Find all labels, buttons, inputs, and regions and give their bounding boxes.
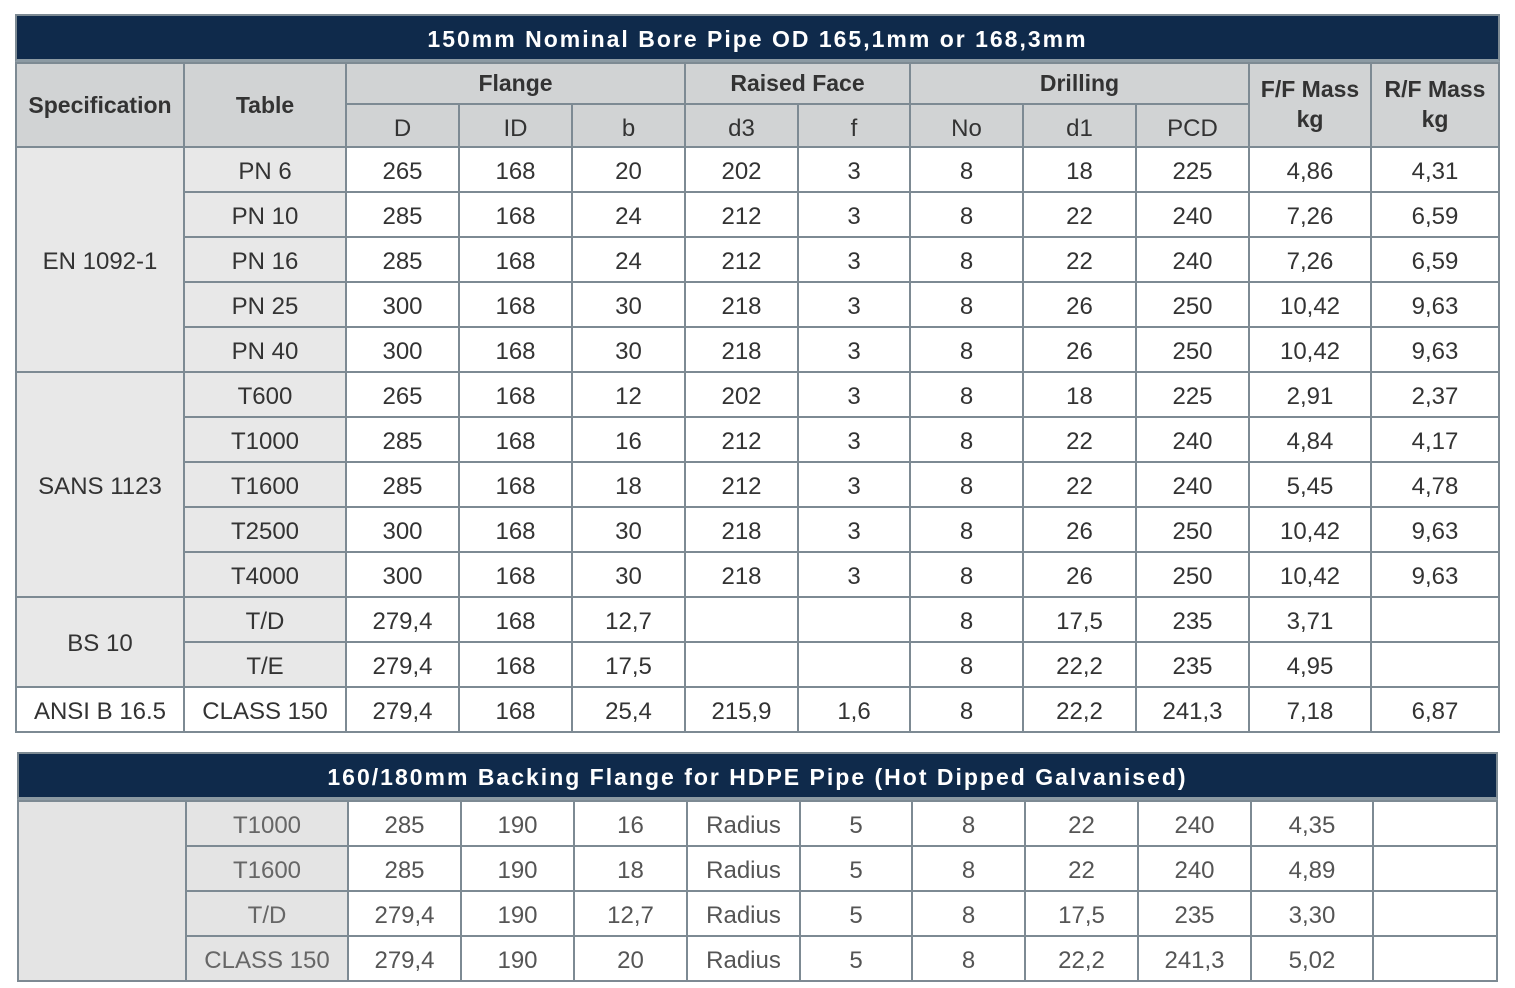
table-cell: 8	[912, 801, 1025, 846]
table-cell: 20	[574, 936, 687, 981]
table-class-cell: CLASS 150	[186, 936, 348, 981]
table-cell: 4,89	[1251, 846, 1373, 891]
table-cell: 2,37	[1371, 372, 1499, 417]
table-cell: 250	[1136, 552, 1249, 597]
table-cell: 26	[1023, 282, 1136, 327]
table-cell: 17,5	[572, 642, 685, 687]
table-cell: 202	[685, 372, 798, 417]
table-cell: 285	[348, 801, 461, 846]
table-cell: 285	[346, 237, 459, 282]
table-cell: 30	[572, 327, 685, 372]
table-row	[18, 846, 1497, 891]
header-flange: Flange	[346, 63, 685, 104]
table-cell: 8	[910, 642, 1023, 687]
table-row	[16, 147, 1499, 192]
table-cell: 285	[346, 417, 459, 462]
table-cell: 8	[912, 891, 1025, 936]
table-cell: 168	[459, 597, 572, 642]
table-cell: 8	[910, 192, 1023, 237]
header-D: D	[346, 104, 459, 147]
flange-table-150mm	[15, 14, 1500, 733]
table-cell: 279,4	[346, 642, 459, 687]
table-cell: 22	[1025, 846, 1138, 891]
table-cell: 17,5	[1025, 891, 1138, 936]
table-cell: 235	[1136, 597, 1249, 642]
table-cell: 218	[685, 282, 798, 327]
table-cell: 279,4	[348, 891, 461, 936]
table-cell: 17,5	[1023, 597, 1136, 642]
table-class-cell: T/D	[184, 597, 346, 642]
header-d3: d3	[685, 104, 798, 147]
table-cell: 4,78	[1371, 462, 1499, 507]
table-cell: 18	[572, 462, 685, 507]
table-cell: 168	[459, 147, 572, 192]
table-cell: 12,7	[574, 891, 687, 936]
table-cell: 240	[1136, 192, 1249, 237]
table-class-cell: T/D	[186, 891, 348, 936]
table-cell: 16	[574, 801, 687, 846]
table-cell: 168	[459, 552, 572, 597]
table-cell: 3	[798, 192, 910, 237]
table-cell: 168	[459, 372, 572, 417]
table-cell: 241,3	[1136, 687, 1249, 732]
table-cell: 8	[910, 147, 1023, 192]
table-cell: 26	[1023, 552, 1136, 597]
spec-cell: EN 1092-1	[16, 147, 184, 372]
table-cell: 4,35	[1251, 801, 1373, 846]
table-cell: 4,86	[1249, 147, 1371, 192]
table-cell: 6,59	[1371, 237, 1499, 282]
table-class-cell: T1600	[186, 846, 348, 891]
table-class-cell: T1000	[186, 801, 348, 846]
table-class-cell: PN 6	[184, 147, 346, 192]
table-cell: 2,91	[1249, 372, 1371, 417]
table-cell: 25,4	[572, 687, 685, 732]
table-cell: Radius	[687, 846, 800, 891]
table-cell: 300	[346, 282, 459, 327]
table-class-cell: PN 25	[184, 282, 346, 327]
table-cell: 12	[572, 372, 685, 417]
table-cell: 235	[1138, 891, 1251, 936]
table-row	[16, 552, 1499, 597]
table-cell: 212	[685, 192, 798, 237]
table-cell: 20	[572, 147, 685, 192]
table-class-cell: CLASS 150	[184, 687, 346, 732]
table-cell: 190	[461, 936, 574, 981]
header-No: No	[910, 104, 1023, 147]
table-row	[18, 801, 1497, 846]
table-cell: 215,9	[685, 687, 798, 732]
table-cell: 18	[574, 846, 687, 891]
table-cell	[1371, 597, 1499, 642]
table-cell: 285	[346, 462, 459, 507]
table-cell: Radius	[687, 936, 800, 981]
table-cell: 22	[1023, 417, 1136, 462]
table-cell: 9,63	[1371, 552, 1499, 597]
table-cell: 8	[910, 372, 1023, 417]
table-cell: 168	[459, 417, 572, 462]
table-cell: 225	[1136, 147, 1249, 192]
table-cell: 22	[1023, 237, 1136, 282]
table-cell: 3	[798, 237, 910, 282]
table-cell: 241,3	[1138, 936, 1251, 981]
table-caption: 150mm Nominal Bore Pipe OD 165,1mm or 168,3mm	[15, 14, 1500, 62]
table-cell	[685, 642, 798, 687]
header-d1: d1	[1023, 104, 1136, 147]
table-cell: 18	[1023, 372, 1136, 417]
table-class-cell: T600	[184, 372, 346, 417]
table-cell: 212	[685, 417, 798, 462]
backing-flange-table	[17, 752, 1498, 982]
table-body-hdpe	[18, 801, 1497, 981]
table-cell	[798, 597, 910, 642]
table-cell	[798, 642, 910, 687]
table-class-cell: PN 40	[184, 327, 346, 372]
table-cell: 218	[685, 507, 798, 552]
table-cell: 190	[461, 846, 574, 891]
table-cell: 8	[910, 552, 1023, 597]
table-cell: 279,4	[346, 687, 459, 732]
table-row	[16, 237, 1499, 282]
table-cell: 10,42	[1249, 327, 1371, 372]
header-ff-mass: F/F Mass kg	[1249, 63, 1371, 147]
table-cell: 8	[910, 597, 1023, 642]
table-cell: 279,4	[346, 597, 459, 642]
table-cell: 285	[346, 192, 459, 237]
table-row	[16, 327, 1499, 372]
table-cell: 250	[1136, 282, 1249, 327]
table-cell: 168	[459, 462, 572, 507]
table-cell: 168	[459, 507, 572, 552]
table-cell: 26	[1023, 507, 1136, 552]
table-cell: 12,7	[572, 597, 685, 642]
table-row	[16, 687, 1499, 732]
table-cell: 300	[346, 552, 459, 597]
table-cell: 218	[685, 552, 798, 597]
table-cell: 168	[459, 237, 572, 282]
table-cell: 9,63	[1371, 282, 1499, 327]
table-row	[16, 192, 1499, 237]
table-cell: 250	[1136, 327, 1249, 372]
table-cell	[1371, 642, 1499, 687]
table-cell: 26	[1023, 327, 1136, 372]
table-cell: 3	[798, 417, 910, 462]
table-cell: 10,42	[1249, 507, 1371, 552]
table-cell: 265	[346, 147, 459, 192]
table-row	[16, 507, 1499, 552]
table-cell: 218	[685, 327, 798, 372]
table-cell: 24	[572, 192, 685, 237]
table-cell: 3	[798, 462, 910, 507]
table-cell: Radius	[687, 891, 800, 936]
table-cell: 3,30	[1251, 891, 1373, 936]
table-cell: 240	[1136, 462, 1249, 507]
table-cell: 212	[685, 462, 798, 507]
table-cell: 235	[1136, 642, 1249, 687]
table-cell: 3	[798, 552, 910, 597]
table-cell: 279,4	[348, 936, 461, 981]
table-cell: 3	[798, 327, 910, 372]
header-rf-mass: R/F Mass kg	[1371, 63, 1499, 147]
table-cell: 212	[685, 237, 798, 282]
table-cell: 3	[798, 507, 910, 552]
table-cell: 240	[1138, 801, 1251, 846]
table-cell: 4,17	[1371, 417, 1499, 462]
header-b: b	[572, 104, 685, 147]
table-cell: 265	[346, 372, 459, 417]
table-cell: 6,59	[1371, 192, 1499, 237]
table-cell	[1373, 891, 1497, 936]
table-cell: 3	[798, 147, 910, 192]
table-cell: 24	[572, 237, 685, 282]
table-cell: 168	[459, 687, 572, 732]
table-cell: 8	[910, 462, 1023, 507]
table-row	[16, 462, 1499, 507]
table-cell: 5	[800, 936, 912, 981]
table-cell: 240	[1138, 846, 1251, 891]
table-cell: 10,42	[1249, 552, 1371, 597]
table-cell: 5	[800, 846, 912, 891]
header-ID: ID	[459, 104, 572, 147]
table-cell: 4,31	[1371, 147, 1499, 192]
table-cell	[1373, 801, 1497, 846]
header-PCD: PCD	[1136, 104, 1249, 147]
table-cell: 8	[910, 507, 1023, 552]
table-cell: 8	[910, 327, 1023, 372]
table-row	[16, 597, 1499, 642]
table-cell: 30	[572, 507, 685, 552]
table-row	[18, 936, 1497, 981]
spec-cell	[18, 801, 186, 981]
table-cell: 8	[910, 237, 1023, 282]
table-cell: 4,95	[1249, 642, 1371, 687]
table-row	[16, 642, 1499, 687]
table-cell: 8	[910, 417, 1023, 462]
table-cell: 8	[910, 282, 1023, 327]
table-cell: 22,2	[1025, 936, 1138, 981]
table-cell: 3	[798, 282, 910, 327]
header-f: f	[798, 104, 910, 147]
table-row	[16, 417, 1499, 462]
table-cell: 225	[1136, 372, 1249, 417]
table-cell: 7,18	[1249, 687, 1371, 732]
table-cell: 10,42	[1249, 282, 1371, 327]
table-cell: 8	[912, 936, 1025, 981]
table-row	[16, 282, 1499, 327]
table-cell: 5,45	[1249, 462, 1371, 507]
spec-cell: BS 10	[16, 597, 184, 687]
table-class-cell: T2500	[184, 507, 346, 552]
table-cell: 22	[1023, 192, 1136, 237]
table-cell: 22	[1025, 801, 1138, 846]
table-cell: Radius	[687, 801, 800, 846]
table-cell: 4,84	[1249, 417, 1371, 462]
table-cell: 240	[1136, 237, 1249, 282]
table-class-cell: T1000	[184, 417, 346, 462]
backing-flange-spec-table	[17, 800, 1498, 982]
table-cell	[1373, 846, 1497, 891]
header-specification: Specification	[16, 63, 184, 147]
table-cell: 202	[685, 147, 798, 192]
table-cell	[685, 597, 798, 642]
table-class-cell: T/E	[184, 642, 346, 687]
table-body	[16, 147, 1499, 732]
table-cell: 190	[461, 891, 574, 936]
table-cell: 6,87	[1371, 687, 1499, 732]
table-cell: 22,2	[1023, 642, 1136, 687]
table-cell: 7,26	[1249, 192, 1371, 237]
table-cell: 285	[348, 846, 461, 891]
table-cell: 5	[800, 801, 912, 846]
table-cell: 22	[1023, 462, 1136, 507]
table-cell: 190	[461, 801, 574, 846]
flange-spec-table	[15, 62, 1500, 733]
table-class-cell: PN 10	[184, 192, 346, 237]
table-cell: 5,02	[1251, 936, 1373, 981]
table-cell: 3,71	[1249, 597, 1371, 642]
spec-cell: SANS 1123	[16, 372, 184, 597]
table-cell	[1373, 936, 1497, 981]
header-table: Table	[184, 63, 346, 147]
table-cell: 8	[912, 846, 1025, 891]
table-caption-hdpe: 160/180mm Backing Flange for HDPE Pipe (Hot Dipped Galvanised)	[17, 752, 1498, 800]
table-class-cell: PN 16	[184, 237, 346, 282]
table-cell: 240	[1136, 417, 1249, 462]
table-cell: 8	[910, 687, 1023, 732]
table-cell: 168	[459, 192, 572, 237]
table-row	[18, 891, 1497, 936]
table-cell: 30	[572, 552, 685, 597]
table-cell: 300	[346, 507, 459, 552]
table-row	[16, 372, 1499, 417]
table-cell: 250	[1136, 507, 1249, 552]
table-class-cell: T1600	[184, 462, 346, 507]
table-cell: 30	[572, 282, 685, 327]
table-cell: 3	[798, 372, 910, 417]
table-cell: 5	[800, 891, 912, 936]
table-class-cell: T4000	[184, 552, 346, 597]
header-raised-face: Raised Face	[685, 63, 910, 104]
table-cell: 168	[459, 327, 572, 372]
table-cell: 1,6	[798, 687, 910, 732]
table-cell: 18	[1023, 147, 1136, 192]
header-drilling: Drilling	[910, 63, 1249, 104]
table-cell: 22,2	[1023, 687, 1136, 732]
table-cell: 168	[459, 282, 572, 327]
table-cell: 16	[572, 417, 685, 462]
spec-cell: ANSI B 16.5	[16, 687, 184, 732]
table-cell: 9,63	[1371, 327, 1499, 372]
table-cell: 300	[346, 327, 459, 372]
table-cell: 7,26	[1249, 237, 1371, 282]
table-cell: 9,63	[1371, 507, 1499, 552]
table-cell: 168	[459, 642, 572, 687]
